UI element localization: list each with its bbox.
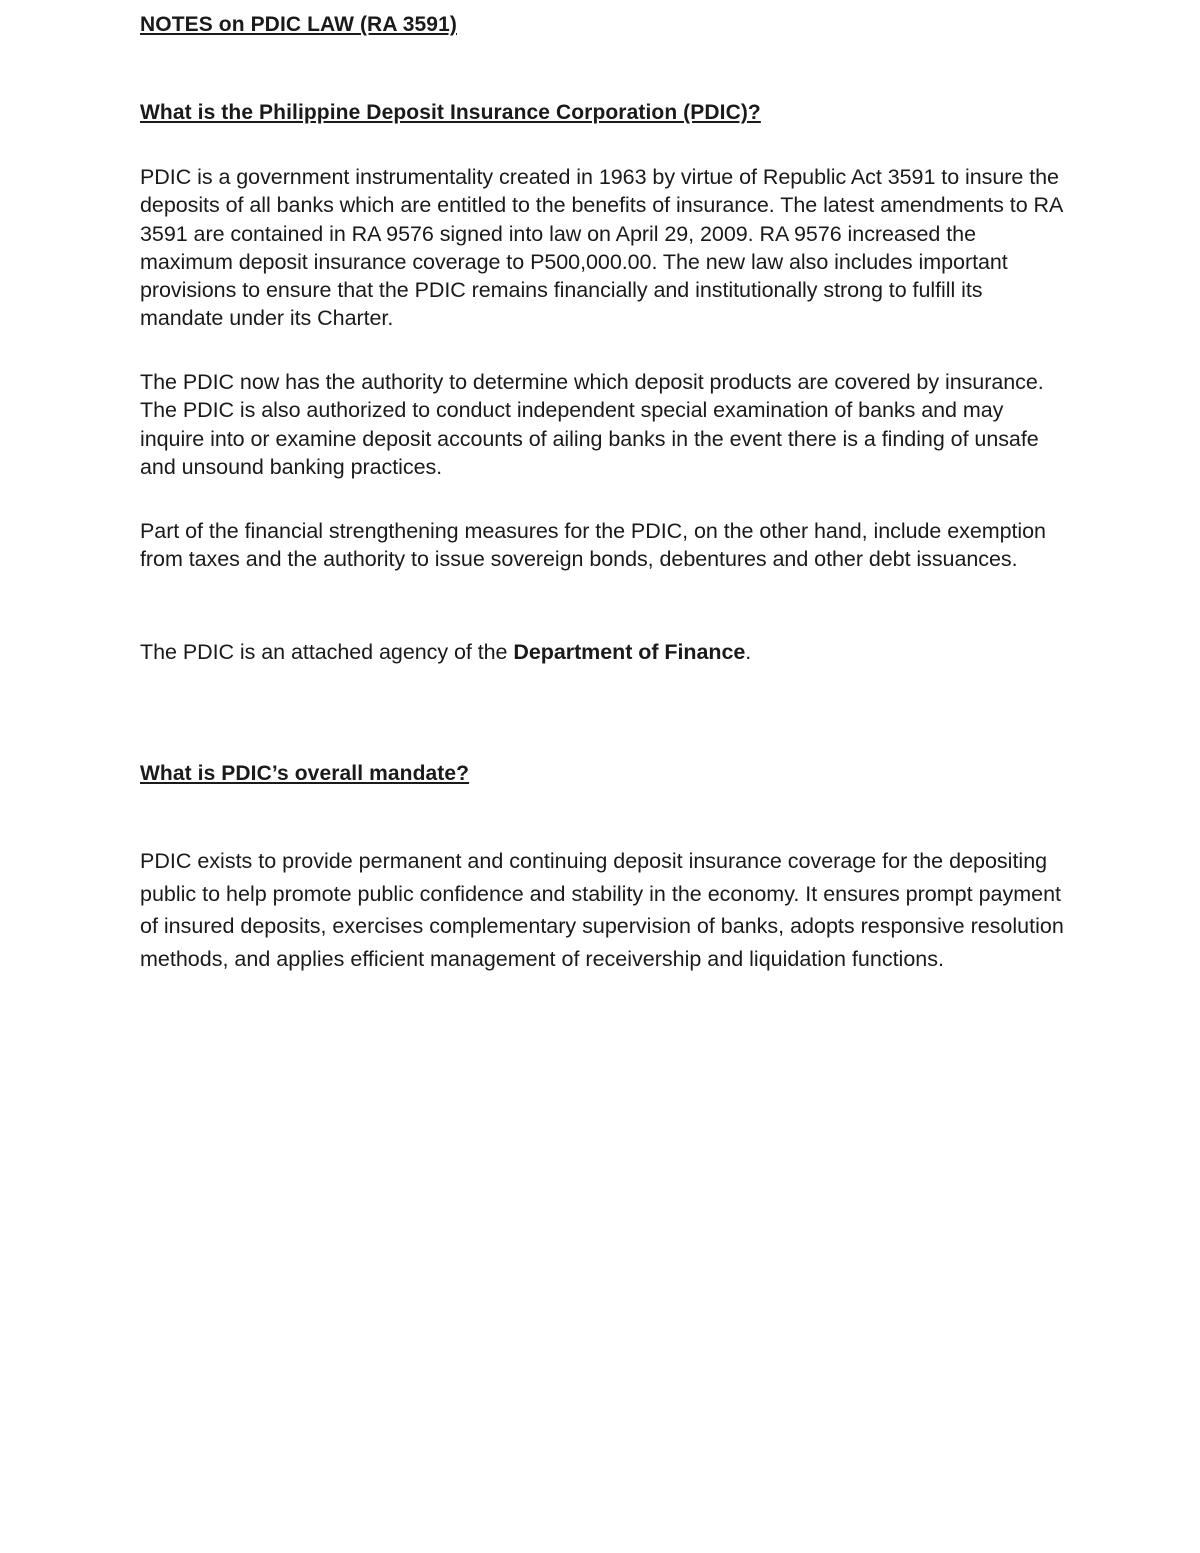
paragraph-pdic-authority: The PDIC now has the authority to determine which deposit products are covered by insurance. The PDIC is also authorized to conduct independent special examination of banks and may inquire into or examine deposit accounts of ailing banks in the event there is a finding of unsafe and unsound banking practices.	[140, 370, 1044, 479]
agency-name: Department of Finance	[513, 640, 746, 664]
document-title: NOTES on PDIC LAW (RA 3591)	[140, 13, 457, 36]
section-heading-mandate: What is PDIC’s overall mandate?	[140, 762, 470, 785]
paragraph-financial-measures: Part of the financial strengthening measures for the PDIC, on the other hand, include exemption from taxes and the authority to issue sovereign bonds, debentures and other debt issuances.	[140, 519, 1046, 572]
agency-suffix: .	[745, 640, 752, 664]
section-heading-what-is-pdic: What is the Philippine Deposit Insurance Corporation (PDIC)?	[140, 101, 761, 124]
paragraph-mandate: PDIC exists to provide permanent and continuing deposit insurance coverage for the depositing public to help promote public confidence and stability in the economy. It ensures prompt payment of insured deposits, exercises complementary supervision of banks, adopts responsive resolution methods, and applies efficient management of receivership and liquidation functions.	[140, 849, 1064, 971]
agency-prefix: The PDIC is an attached agency of the	[140, 640, 514, 664]
paragraph-attached-agency	[140, 638, 1070, 666]
paragraph-pdic-overview: PDIC is a government instrumentality created in 1963 by virtue of Republic Act 3591 to insure the deposits of all banks which are entitled to the benefits of insurance. The latest amendments to RA 3591 are contained in RA 9576 signed into law on April 29, 2009. RA 9576 increased the maximum deposit insurance coverage to P500,000.00. The new law also includes important provisions to ensure that the PDIC remains financially and institutionally strong to fulfill its mandate under its Charter.	[140, 165, 1063, 331]
